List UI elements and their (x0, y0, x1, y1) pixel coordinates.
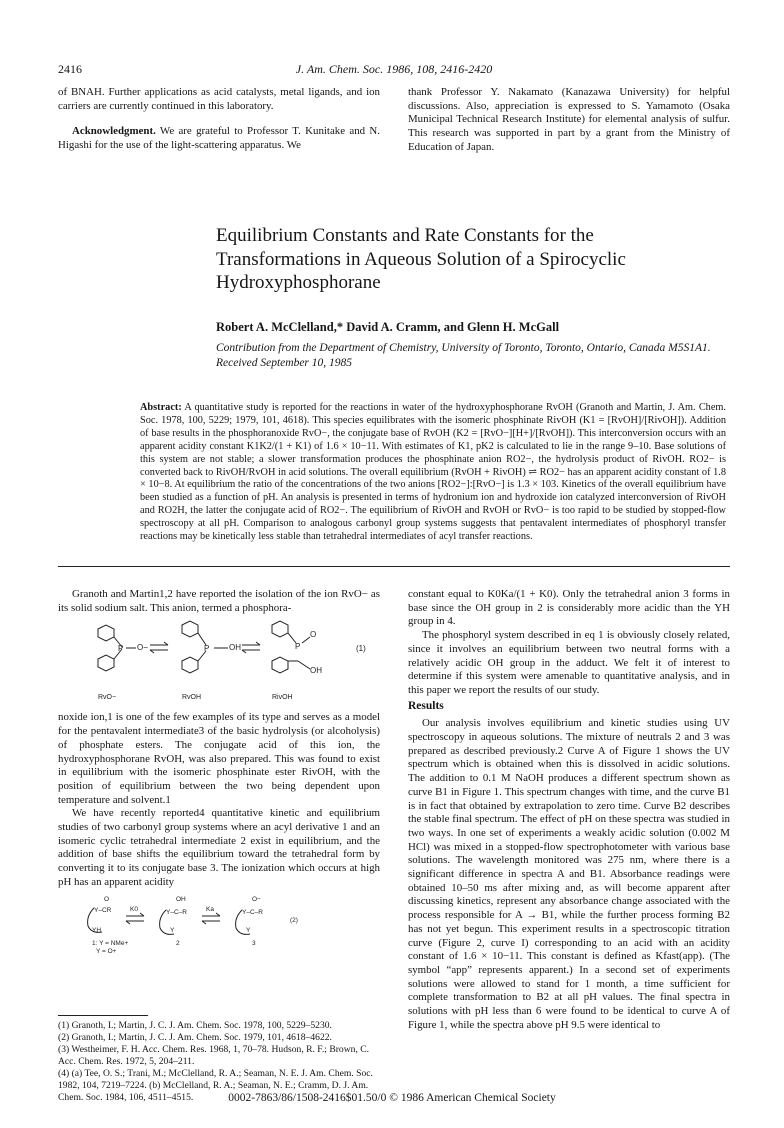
scheme-1-atom: O− (137, 643, 148, 653)
page-footer: 0002-7863/86/1508-2416$01.50/0 © 1986 American Chemical Society (228, 1092, 556, 1104)
footnote-rule (58, 1015, 148, 1016)
body-paragraph: noxide ion,1 is one of the few examples of its type and serves as a model for the pentavalent intermediate3 of the basic hydrolysis (or alcoholysis) of phosphate esters. The conjugate acid of this ion, the hydroxyphosphorane RvOH, was also prepared. This was found to exist in equilibrium with the isomeric phosphinate ester RivOH, with the position of equilibrium between the two being dependent upon temperature and solvent.1 (58, 711, 380, 806)
footnote: (2) Granoth, I.; Martin, J. C. J. Am. Chem. Soc. 1979, 101, 4618–4622. (58, 1032, 332, 1043)
section-divider (58, 566, 730, 567)
acknowledgment (58, 125, 380, 152)
page-number: 2416 (58, 62, 82, 76)
abstract-text: A quantitative study is reported for the reactions in water of the hydroxyphosphorane RvOH (Granoth and Martin, J. Am. Chem. Soc. 1978, 100, 5229; 1979, 101, 4618). This species equilibrates with the isomeric phosphinate RivOH (K1 = [RvOH]/[RivOH]). Addition of base results in the phosphoranoxide RvO−, the conjugate base of RvOH (K2 = [RvO−][H+]/[RvOH]). This interconversion occurs with an apparent acidity constant K1K2/(1 + K1) of 1.6 × 10−11. With estimates of K1, pK2 is calculated to lie in the range 9–10. Base solutions of this system are not stable; a slower transformation produces the phosphinate anion RO2−, the hydrolysis product of RivOH. RO2− is converted back to RivOH/RvOH in acid solutions. The overall equilibrium (RvOH + RivOH) ⇌ RO2− has an apparent acidity constant of 1.8 × 10−8. At equilibrium the ratio of the concentrations of the two anions [RO2−]:[RvO−] is 1.3 × 103. Kinetics of the overall equilibrium have been studied as a function of pH. An analysis is presented in terms of hydronium ion and hydroxide ion catalyzed interconversion of RivOH and RO2H, the latter the conjugate acid of RO2−. The equilibrium of RivOH and RvOH or RvO− is too rapid to be studied by stopped-flow spectroscopy at all pH. Comparison to analogous carbonyl group systems suggests that pentavalent intermediates of phosphoryl transfer reactions may be kinetically less stable than tetrahedral intermediates of acyl transfer reactions. (140, 402, 726, 543)
scheme-1-atom: P (204, 644, 210, 654)
compound-label: 1: Y = NMe+ (92, 939, 129, 947)
acknowledgment-text: We are grateful to Professor T. Kunitake and N. Higashi for the use of the light-scattering apparatus. We (58, 125, 381, 152)
scheme-2-atom: Y–C–R (166, 908, 187, 916)
scheme-1-drawing (58, 617, 380, 707)
abstract (140, 402, 726, 544)
compound-label: RivOH (272, 694, 293, 702)
body-paragraph: Our analysis involves equilibrium and kinetic studies using UV spectroscopy in aqueous solutions. The mixture of neutrals 2 and 3 was prepared as described previously.2 Curve A of Figure 1 shows the UV spectrum which is obtained when this is dissolved in acidic solutions. The addition to 0.1 M NaOH produces a different spectrum shown as curve B1 in Figure 1. This spectrum changes with time, and the curve B1 is in fact that obtained by extrapolation to zero time. Curve B2 describes the stable final spectrum. The effect of pH on these spectra was studied in two ways. In one set of experiments a weakly acidic solution (0.002 M HCl) was mixed in a stopped-flow spectrophotometer with various base solutions. The wavelength monitored was 275 nm, where there is a significant difference in spectra A and B1. Absorbance readings were obtained 10–50 ms after mixing and, as will become apparent after discussing kinetics, represent any absorbance change associated with the process responsible for A → B1, while the further process forming B2 has not yet begun. This experiment results in a spectroscopic titration curve (Figure 2, curve I) corresponding to an acid with an acidity constant of 1.6 × 10−11. This constant is defined as Kfast(app). (The symbol “app” represents apparent.) In a second set of experiments solutions were allowed to stand for 1 month, a time sufficient for complete transformation to B2 at all pH values. The final spectra in solutions with pH less than 6 were found to be identical to curve A of Figure 1, while the spectra above pH 9.5 were identical to (408, 717, 730, 1031)
compound-label: RvO− (98, 694, 117, 702)
compound-label: 2 (176, 939, 180, 947)
equation-number: (2) (290, 916, 298, 924)
compound-label: RvOH (182, 694, 202, 702)
compound-label: 3 (252, 939, 256, 947)
scheme-2-atom: Y (246, 926, 251, 934)
scheme-1-atom: P (118, 644, 124, 654)
scheme-1-atom: OH (310, 666, 322, 676)
body-left-column (58, 588, 380, 958)
abstract-label: Abstract: (140, 402, 182, 413)
contribution-line: Contribution from the Department of Chemistry, University of Toronto, Toronto, Ontario, Canada M5S1A1. Received September 10, 1985 (216, 342, 711, 369)
scheme-1-atom: O (310, 630, 317, 640)
results-heading: Results (408, 699, 444, 712)
article-title: Equilibrium Constants and Rate Constants for the Transformations in Aqueous Solution of a Spirocyclic Hydroxyphosphorane (216, 225, 626, 293)
footnote: (3) Westheimer, F. H. Acc. Chem. Res. 1968, 1, 70–78. Hudson, R. F.; Brown, C. Acc. Chem. Res. 1972, 5, 204–211. (58, 1044, 370, 1067)
scheme-2-atom: Y (170, 926, 175, 934)
prev-paragraph: of BNAH. Further applications as acid catalysts, metal ligands, and ion carriers are currently continued in this laboratory. (58, 86, 380, 112)
prev-article-left (58, 86, 380, 153)
scheme-1 (58, 617, 380, 707)
scheme-1-atom: P (295, 642, 301, 652)
scheme-2 (58, 892, 380, 958)
rate-constant-label: Ka (206, 905, 214, 913)
body-paragraph: We have recently reported4 quantitative kinetic and equilibrium studies of two carbonyl group systems where an acyl derivative 1 and an isomeric cyclic tetrahedral intermediate 2 exist in equilibrium, and the addition of base shifts the equilibrium toward the tetrahedral form by converting it to its conjugate base 3. The ionization which occurs at high pH has an apparent acidity (58, 807, 380, 888)
scheme-2-atom: O− (252, 895, 261, 903)
journal-citation: J. Am. Chem. Soc. 1986, 108, 2416-2420 (295, 62, 493, 76)
article-authors: Robert A. McClelland,* David A. Cramm, and Glenn H. McGall (216, 320, 560, 334)
scheme-2-atom: Y–CR (94, 906, 112, 914)
scheme-2-atom: Y–C–R (242, 908, 263, 916)
scheme-2-atom: OH (176, 895, 186, 903)
footnote: (1) Granoth, I.; Martin, J. C. J. Am. Chem. Soc. 1978, 100, 5229–5230. (58, 1020, 332, 1031)
body-right-column (408, 588, 730, 1033)
running-header (58, 62, 730, 78)
scheme-1-atom: OH (229, 643, 241, 653)
prev-article-right (408, 86, 730, 155)
equation-number: (1) (356, 644, 366, 654)
intro-paragraph: Granoth and Martin1,2 have reported the isolation of the ion RvO− as its solid sodium salt. This anion, termed a phosphora- (58, 588, 380, 614)
acknowledgment-label: Acknowledgment. (72, 125, 156, 138)
scheme-2-atom: O (104, 895, 110, 903)
body-paragraph: constant equal to K0Ka/(1 + K0). Only the tetrahedral anion 3 forms in base since the OH group in 2 is considerably more acidic than the YH group in 4. (408, 588, 730, 628)
scheme-2-atom: YH (92, 926, 102, 934)
prev-paragraph-right: thank Professor Y. Nakamato (Kanazawa University) for helpful discussions. Also, appreciation is expressed to S. Yamamoto (Osaka Municipal Technical Research Institute) for elemental analysis of sulfur. This research was supported in part by a grant from the Ministry of Education of Japan. (408, 86, 730, 153)
rate-constant-label: K0 (130, 905, 138, 913)
footnote: (4) (a) Tee, O. S.; Trani, M.; McClelland, R. A.; Seaman, N. E. J. Am. Chem. Soc. 1982, 104, 7219–7224. (b) McClelland, R. A.; Seaman, N. E.; Cramm, D. J. Am. Chem. Soc. 1984, 106, 4511–4515. (58, 1068, 373, 1103)
scheme-2-drawing (58, 892, 380, 958)
body-paragraph: The phosphoryl system described in eq 1 is obviously closely related, since it involves an equilibrium between two neutral forms with a relatively acidic OH group in the adduct. We felt it of interest to determine if this system were amenable to quantitative analysis, and in this paper we report the results of our study. (408, 629, 730, 696)
compound-label: Y = O+ (96, 947, 117, 955)
